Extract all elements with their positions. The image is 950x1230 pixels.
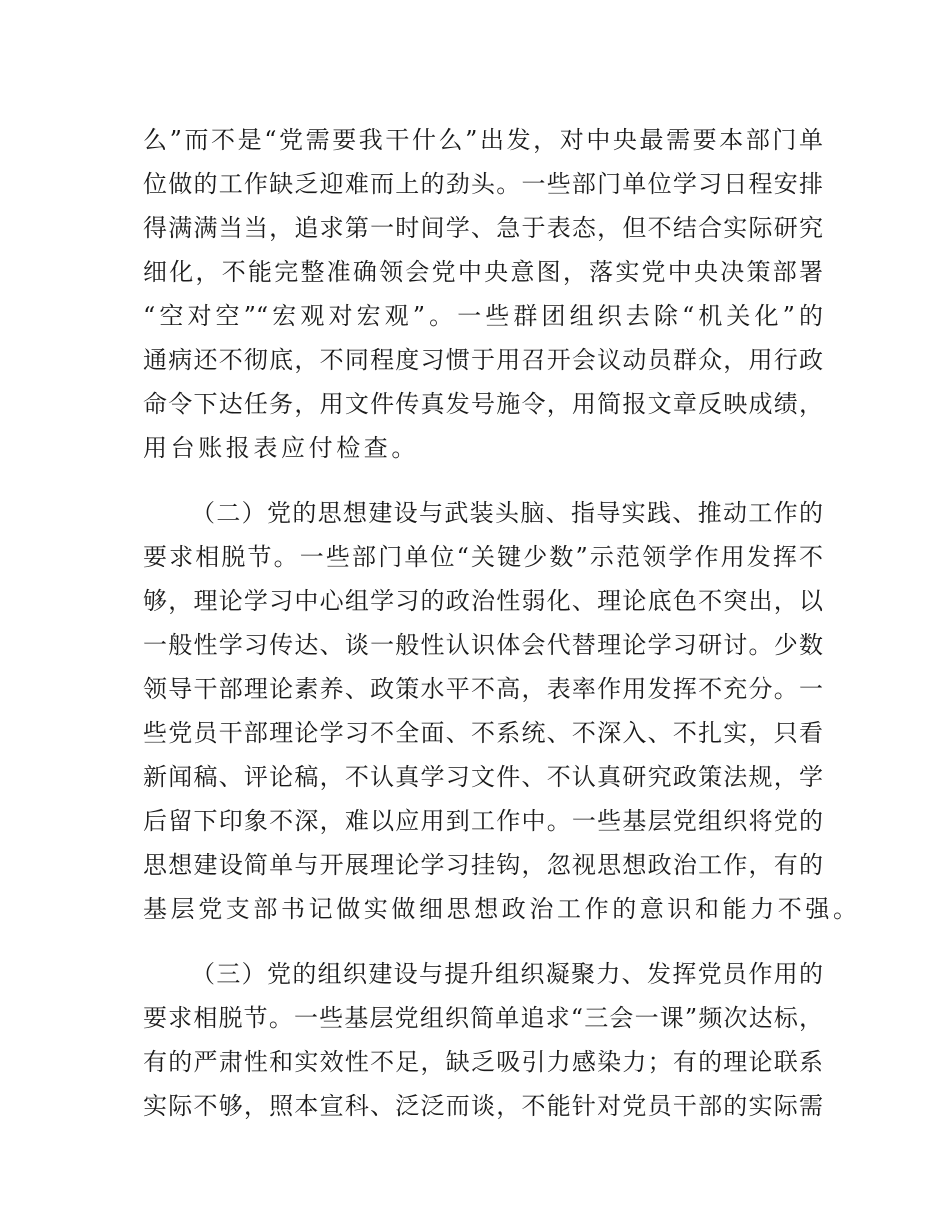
- document-body: [143, 118, 861, 1128]
- paragraph-section-2: [143, 491, 861, 931]
- text-line: 基层党支部书记做实做细思想政治工作的意识和能力不强。: [143, 895, 861, 923]
- text-line: 要求相脱节。一些部门单位“关键少数”示范领学作用发挥不: [143, 543, 823, 571]
- text-line: 么”而不是“党需要我干什么”出发，对中央最需要本部门单: [143, 126, 823, 154]
- text-line: 细化，不能完整准确领会党中央意图，落实党中央决策部署: [143, 258, 823, 286]
- text-line: 领导干部理论素养、政策水平不高，表率作用发挥不充分。一: [143, 675, 823, 703]
- text-line: 思想建设简单与开展理论学习挂钩，忽视思想政治工作，有的: [143, 851, 823, 879]
- paragraph-spacer: [143, 931, 823, 952]
- text-line: 些党员干部理论学习不全面、不系统、不深入、不扎实，只看: [143, 719, 823, 747]
- paragraph-section-3: [143, 952, 823, 1128]
- text-line: 要求相脱节。一些基层党组织简单追求“三会一课”频次达标，: [143, 1004, 823, 1032]
- text-line: 通病还不彻底，不同程度习惯于用召开会议动员群众，用行政: [143, 346, 823, 374]
- text-line: 够，理论学习中心组学习的政治性弱化、理论底色不突出，以: [143, 587, 823, 615]
- text-line: 一般性学习传达、谈一般性认识体会代替理论学习研讨。少数: [143, 631, 823, 659]
- paragraph-spacer: [143, 470, 823, 491]
- text-line: 新闻稿、评论稿，不认真学习文件、不认真研究政策法规，学: [143, 763, 823, 791]
- section-heading-line: （三）党的组织建设与提升组织凝聚力、发挥党员作用的: [191, 960, 823, 988]
- text-line: 命令下达任务，用文件传真发号施令，用简报文章反映成绩，: [143, 390, 823, 418]
- text-line: 有的严肃性和实效性不足，缺乏吸引力感染力；有的理论联系: [143, 1048, 823, 1076]
- text-line: 位做的工作缺乏迎难而上的劲头。一些部门单位学习日程安排: [143, 170, 823, 198]
- text-line: 得满满当当，追求第一时间学、急于表态，但不结合实际研究: [143, 214, 823, 242]
- text-line: 后留下印象不深，难以应用到工作中。一些基层党组织将党的: [143, 807, 823, 835]
- text-line: 实际不够，照本宣科、泛泛而谈，不能针对党员干部的实际需: [143, 1092, 823, 1120]
- paragraph-continuation: [143, 118, 823, 470]
- section-heading-line: （二）党的思想建设与武装头脑、指导实践、推动工作的: [191, 499, 823, 527]
- text-line: 用台账报表应付检查。: [143, 434, 419, 462]
- text-line: “空对空”“宏观对宏观”。一些群团组织去除“机关化”的: [143, 302, 823, 330]
